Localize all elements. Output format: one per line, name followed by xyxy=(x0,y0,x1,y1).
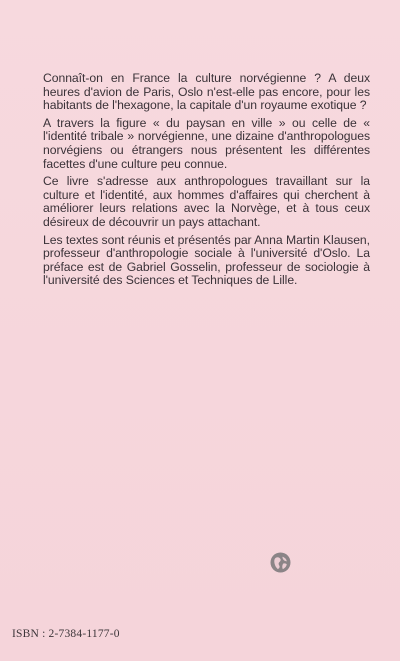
blurb-paragraph-2: A travers la figure « du paysan en ville » ou celle de « l'identité tribale » norvégienne, une dizaine d'anthropologues norvégiens ou étrangers nous présentent les différentes facettes d'une culture peu connue. xyxy=(43,115,370,171)
blurb-text xyxy=(43,72,370,288)
blurb-paragraph-1: Connaît-on en France la culture norvégienne ? A deux heures d'avion de Paris, Oslo n'est-elle pas encore, pour les habitants de l'hexagone, la capitale d'un royaume exotique ? xyxy=(43,71,370,113)
blurb-paragraph-3: Ce livre s'adresse aux anthropologues travaillant sur la culture et l'identité, aux hommes d'affaires qui cherchent à améliorer leurs relations avec la Norvège, et à tous ceux désireux de découvrir un pays attachant. xyxy=(43,174,370,229)
blurb-paragraph-4: Les textes sont réunis et présentés par Anna Martin Klausen, professeur d'anthropologie sociale à l'université d'Oslo. La préface est de Gabriel Gosselin, professeur de sociologie à l'université des Sciences et Techniques de Lille. xyxy=(43,232,370,288)
isbn-label: ISBN : 2-7384-1177-0 xyxy=(12,628,120,640)
globe-icon xyxy=(270,552,291,573)
